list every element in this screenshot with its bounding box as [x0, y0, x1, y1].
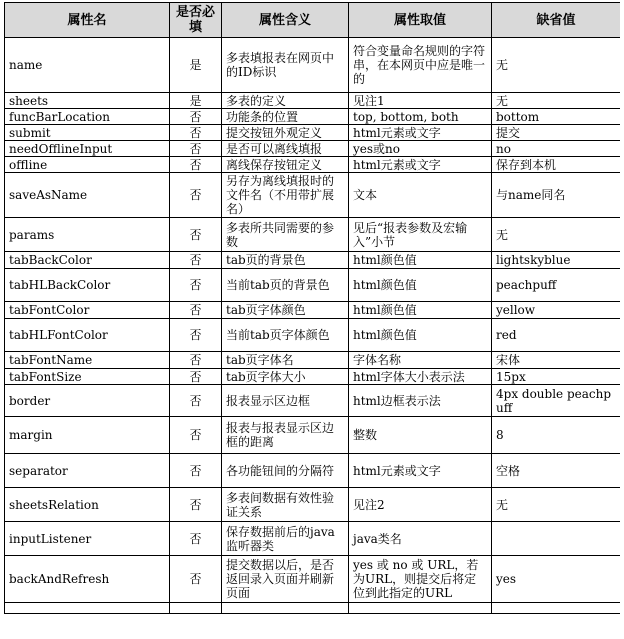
cell-value: 见后“报表参数及宏输入”小节 [349, 218, 492, 252]
cell-attr-name: tabFontColor [5, 302, 170, 319]
table-row [5, 488, 621, 522]
cell-meaning: 提交数据以后，是否返回录入页面并刷新页面 [222, 556, 349, 603]
table-row [5, 352, 621, 369]
cell-cropped [170, 603, 222, 614]
cell-value: java类名 [349, 522, 492, 556]
cell-value: 整数 [349, 417, 492, 454]
table-row [5, 269, 621, 302]
table-row [5, 556, 621, 603]
cell-default: 宋体 [492, 352, 621, 369]
cell-default [492, 522, 621, 556]
cell-value: html字体大小表示法 [349, 369, 492, 385]
cell-attr-name: tabHLBackColor [5, 269, 170, 302]
cell-default: 空格 [492, 454, 621, 488]
table-row [5, 417, 621, 454]
cell-required: 是 [170, 93, 222, 109]
cell-required: 否 [170, 352, 222, 369]
cell-meaning: 功能条的位置 [222, 109, 349, 125]
cell-required: 否 [170, 157, 222, 173]
table-header-row [5, 3, 621, 38]
cell-attr-name: separator [5, 454, 170, 488]
cell-attr-name: submit [5, 125, 170, 141]
table-row [5, 173, 621, 218]
cell-required: 否 [170, 173, 222, 218]
table-row [5, 157, 621, 173]
cell-meaning: 多表填报表在网页中的ID标识 [222, 38, 349, 93]
cell-attr-name: border [5, 385, 170, 417]
table-row [5, 319, 621, 352]
cell-cropped [492, 603, 621, 614]
cell-attr-name: margin [5, 417, 170, 454]
document-page [4, 2, 620, 639]
cell-value: html颜色值 [349, 252, 492, 269]
cell-required: 否 [170, 141, 222, 157]
cell-meaning: 各功能钮间的分隔符 [222, 454, 349, 488]
table-row [5, 218, 621, 252]
cell-attr-name: tabFontSize [5, 369, 170, 385]
cell-value: 文本 [349, 173, 492, 218]
cell-default: peachpuff [492, 269, 621, 302]
cell-meaning: tab页字体大小 [222, 369, 349, 385]
cell-meaning: tab页的背景色 [222, 252, 349, 269]
cell-cropped [222, 603, 349, 614]
cell-required: 否 [170, 417, 222, 454]
cell-meaning: 当前tab页字体颜色 [222, 319, 349, 352]
table-row [5, 38, 621, 93]
cell-meaning: 多表的定义 [222, 93, 349, 109]
cell-meaning: 提交按钮外观定义 [222, 125, 349, 141]
cell-meaning: tab页字体名 [222, 352, 349, 369]
table-row [5, 125, 621, 141]
cell-attr-name: tabHLFontColor [5, 319, 170, 352]
cell-required: 否 [170, 302, 222, 319]
cell-default: 8 [492, 417, 621, 454]
cell-default: 15px [492, 369, 621, 385]
cell-cropped [349, 603, 492, 614]
table-row [5, 141, 621, 157]
cell-value: yes或no [349, 141, 492, 157]
cell-attr-name: backAndRefresh [5, 556, 170, 603]
cell-attr-name: tabFontName [5, 352, 170, 369]
table-row-cropped [5, 603, 621, 614]
cell-value: top, bottom, both [349, 109, 492, 125]
table-row [5, 93, 621, 109]
cell-meaning: 报表与报表显示区边框的距离 [222, 417, 349, 454]
cell-attr-name: saveAsName [5, 173, 170, 218]
cell-cropped [5, 603, 170, 614]
cell-default: yellow [492, 302, 621, 319]
cell-value: html元素或文字 [349, 157, 492, 173]
cell-attr-name: funcBarLocation [5, 109, 170, 125]
table-row [5, 454, 621, 488]
table-row [5, 252, 621, 269]
cell-required: 否 [170, 522, 222, 556]
cell-default: 无 [492, 38, 621, 93]
cell-value: html颜色值 [349, 269, 492, 302]
cell-required: 否 [170, 109, 222, 125]
cell-meaning: 离线保存按钮定义 [222, 157, 349, 173]
cell-attr-name: sheets [5, 93, 170, 109]
cell-required: 否 [170, 125, 222, 141]
cell-required: 否 [170, 369, 222, 385]
cell-value: 字体名称 [349, 352, 492, 369]
table-row [5, 369, 621, 385]
table-row [5, 522, 621, 556]
cell-default: yes [492, 556, 621, 603]
table-row [5, 385, 621, 417]
cell-default: no [492, 141, 621, 157]
header-meaning: 属性含义 [222, 3, 349, 38]
header-default: 缺省值 [492, 3, 621, 38]
cell-value: 见注2 [349, 488, 492, 522]
cell-required: 否 [170, 454, 222, 488]
header-value: 属性取值 [349, 3, 492, 38]
cell-default: red [492, 319, 621, 352]
cell-meaning: tab页字体颜色 [222, 302, 349, 319]
cell-default: lightskyblue [492, 252, 621, 269]
table-body [5, 38, 621, 614]
cell-required: 是 [170, 38, 222, 93]
cell-default: bottom [492, 109, 621, 125]
cell-value: 符合变量命名规则的字符串，在本网页中应是唯一的 [349, 38, 492, 93]
cell-default: 与name同名 [492, 173, 621, 218]
table-row [5, 109, 621, 125]
cell-attr-name: inputListener [5, 522, 170, 556]
cell-required: 否 [170, 269, 222, 302]
cell-meaning: 当前tab页的背景色 [222, 269, 349, 302]
header-attr-name: 属性名 [5, 3, 170, 38]
cell-meaning: 保存数据前后的java监听器类 [222, 522, 349, 556]
cell-value: yes 或 no 或 URL，若为URL，则提交后将定位到此指定的URL [349, 556, 492, 603]
cell-attr-name: params [5, 218, 170, 252]
cell-default: 无 [492, 218, 621, 252]
cell-value: html边框表示法 [349, 385, 492, 417]
cell-meaning: 多表所共同需要的参数 [222, 218, 349, 252]
cell-value: html元素或文字 [349, 454, 492, 488]
table-row [5, 302, 621, 319]
cell-meaning: 报表显示区边框 [222, 385, 349, 417]
cell-required: 否 [170, 385, 222, 417]
cell-attr-name: sheetsRelation [5, 488, 170, 522]
cell-meaning: 是否可以离线填报 [222, 141, 349, 157]
cell-value: html元素或文字 [349, 125, 492, 141]
cell-meaning: 多表间数据有效性验证关系 [222, 488, 349, 522]
header-required: 是否必填 [170, 3, 222, 38]
cell-required: 否 [170, 252, 222, 269]
cell-value: html颜色值 [349, 319, 492, 352]
cell-value: 见注1 [349, 93, 492, 109]
cell-meaning: 另存为离线填报时的文件名（不用带扩展名） [222, 173, 349, 218]
cell-default: 4px double peachpuff [492, 385, 621, 417]
cell-required: 否 [170, 218, 222, 252]
cell-value: html颜色值 [349, 302, 492, 319]
cell-default: 保存到本机 [492, 157, 621, 173]
cell-attr-name: name [5, 38, 170, 93]
cell-required: 否 [170, 556, 222, 603]
cell-attr-name: offline [5, 157, 170, 173]
cell-required: 否 [170, 488, 222, 522]
cell-default: 无 [492, 93, 621, 109]
cell-required: 否 [170, 319, 222, 352]
cell-attr-name: needOfflineInput [5, 141, 170, 157]
cell-default: 无 [492, 488, 621, 522]
attribute-table [4, 2, 620, 614]
cell-default: 提交 [492, 125, 621, 141]
cell-attr-name: tabBackColor [5, 252, 170, 269]
